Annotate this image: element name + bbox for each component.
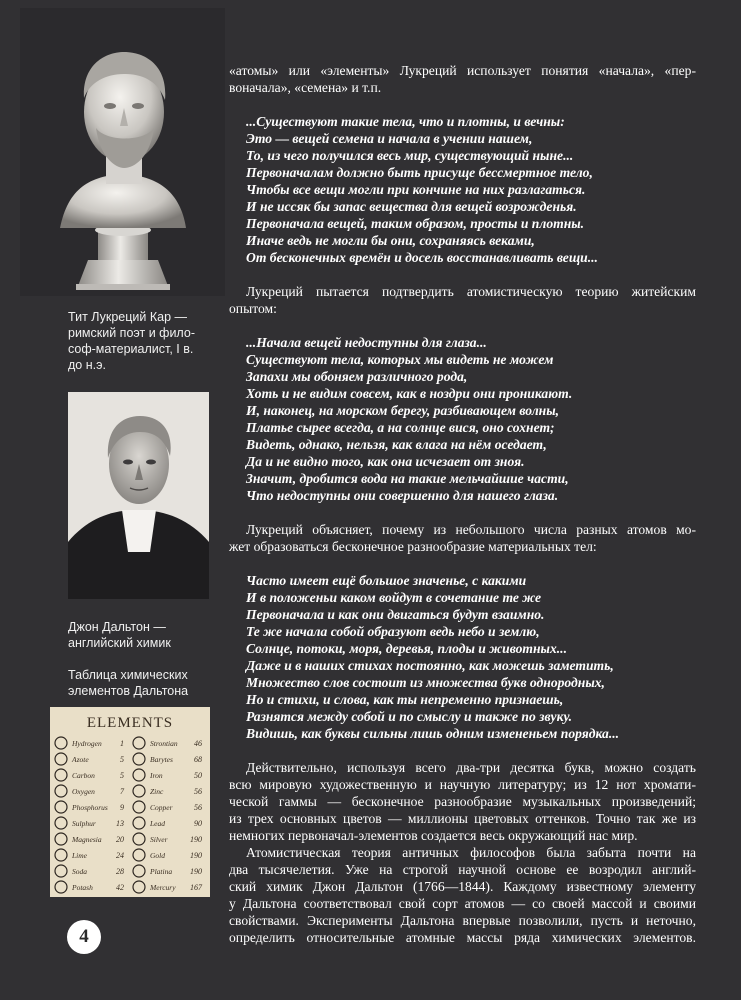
verse-line: Платье сырее всегда, а на солнце вися, оно сохнет;	[246, 420, 555, 435]
verse-line: Запахи мы обоняем различного рода,	[246, 369, 468, 384]
text-line: жет образоваться бесконечное разнообразие материальных тел:	[229, 539, 597, 554]
element-weight: 56	[194, 803, 202, 812]
element-name: Azote	[72, 755, 89, 764]
verse-line: Разнятся между собой и по смыслу и также по звуку.	[246, 709, 573, 724]
caption-line: римский поэт и фило-	[68, 326, 195, 340]
element-weight: 5	[120, 755, 124, 764]
element-name: Lead	[150, 819, 165, 828]
text-line: два тысячелетия. Уже на строгой научной основе ее возродил англий-	[229, 862, 696, 877]
text-line: у Дальтона соответствовал свой сорт атомов — со своей массой и своими	[229, 896, 696, 911]
text-line: немногих первоначал-элементов создается весь окружающий нас мир.	[229, 828, 638, 843]
text-line: ский химик Джон Дальтон (1766—1844). Каждому известному элементу	[229, 879, 696, 894]
caption-line: до н.э.	[68, 358, 106, 372]
page-number: 4	[67, 920, 101, 954]
element-weight: 190	[190, 851, 202, 860]
text-line: опытом:	[229, 301, 277, 316]
caption-dalton	[68, 619, 218, 651]
element-name: Copper	[150, 803, 173, 812]
element-weight: 7	[120, 787, 124, 796]
element-weight: 68	[194, 755, 202, 764]
element-weight: 20	[116, 835, 124, 844]
verse-line: И, наконец, на морском берегу, разбивающем волны,	[246, 403, 560, 418]
element-weight: 90	[194, 819, 202, 828]
verse-block-1	[246, 113, 696, 266]
verse-line: ...Существуют такие тела, что и плотны, и вечны:	[246, 114, 565, 129]
caption-line: Джон Дальтон —	[68, 620, 166, 634]
element-name: Lime	[72, 851, 87, 860]
verse-line: Да и не видно того, как она исчезает от зноя.	[246, 454, 525, 469]
text-line: Атомистическая теория античных философов была забыта почти на	[246, 845, 696, 860]
verse-line: Хоть и не видим совсем, как в ноздри они проникают.	[246, 386, 573, 401]
verse-block-2	[246, 334, 696, 504]
verse-line: Но и стихи, и слова, как ты непременно признаешь,	[246, 692, 564, 707]
caption-line: Таблица химических	[68, 668, 188, 682]
text-line: Лукреций пытается подтвердить атомистическую теорию житейским	[246, 284, 696, 299]
element-name: Magnesia	[72, 835, 102, 844]
verse-line: Значит, дробится вода на такие мельчайшие части,	[246, 471, 569, 486]
element-name: Soda	[72, 867, 87, 876]
element-name: Carbon	[72, 771, 95, 780]
text-line: Действительно, используя всего два-три десятка букв, можно создать	[246, 760, 696, 775]
element-name: Silver	[150, 835, 168, 844]
verse-line: Первоначала и как они двигаться будут взаимно.	[246, 607, 545, 622]
text-line: Лукреций объясняет, почему из небольшого числа разных атомов мо-	[246, 522, 696, 537]
verse-line: Что недоступны они совершенно для нашего глаза.	[246, 488, 559, 503]
element-weight: 42	[116, 883, 124, 892]
verse-line: ...Начала вещей недоступны для глаза...	[246, 335, 487, 350]
element-weight: 24	[116, 851, 124, 860]
element-weight: 190	[190, 867, 202, 876]
text-line: всю мировую художественную и научную литературу; из 12 нот хромати-	[229, 777, 696, 792]
element-name: Sulphur	[72, 819, 96, 828]
verse-line: Даже и в наших стихах постоянно, как можешь заметить,	[246, 658, 614, 673]
element-name: Potash	[72, 883, 93, 892]
element-name: Barytes	[150, 755, 173, 764]
verse-line: То, из чего получился весь мир, существующий ныне...	[246, 148, 574, 163]
verse-line: Часто имеет ещё большое значенье, с какими	[246, 573, 527, 588]
verse-line: Видеть, однако, нельзя, как влага на нём оседает,	[246, 437, 547, 452]
element-weight: 9	[120, 803, 124, 812]
element-weight: 190	[190, 835, 202, 844]
verse-line: Видишь, как буквы сильны лишь одним измененьем порядка...	[246, 726, 620, 741]
caption-lucretius	[68, 309, 218, 373]
element-weight: 13	[116, 819, 124, 828]
caption-table	[68, 667, 218, 699]
dalton-elements-table-image	[50, 707, 210, 897]
sidebar	[0, 0, 225, 1000]
verse-line: Иначе ведь не могли бы они, сохраняясь веками,	[246, 233, 535, 248]
caption-line: Тит Лукреций Кар —	[68, 310, 187, 324]
element-name: Oxygen	[72, 787, 95, 796]
verse-line: Множество слов состоит из множества букв однородных,	[246, 675, 605, 690]
verse-line: Те же начала собой образуют ведь небо и землю,	[246, 624, 540, 639]
verse-line: И не иссяк бы запас вещества для вещей возрожденья.	[246, 199, 577, 214]
element-name: Hydrogen	[72, 739, 102, 748]
verse-line: Первоначалам должно быть присуще бессмертное тело,	[246, 165, 593, 180]
verse-line: Это — вещей семена и начала в учении нашем,	[246, 131, 533, 146]
element-name: Phosphorus	[72, 803, 108, 812]
element-weight: 167	[190, 883, 202, 892]
element-weight: 56	[194, 787, 202, 796]
verse-line: Первоначала вещей, таким образом, просты и плотны.	[246, 216, 585, 231]
dalton-portrait-image	[68, 392, 209, 599]
elements-title: ELEMENTS	[86, 715, 174, 731]
verse-line: И в положеньи каком войдут в сочетание те же	[246, 590, 542, 605]
main-text	[229, 62, 696, 946]
element-name: Zinc	[150, 787, 164, 796]
element-name: Mercury	[150, 883, 176, 892]
element-name: Iron	[150, 771, 163, 780]
element-name: Platina	[150, 867, 173, 876]
text-line: воначала», «семена» и т.п.	[229, 80, 382, 95]
verse-line: Существуют тела, которых мы видеть не можем	[246, 352, 554, 367]
text-line: ческой гаммы — бесконечное разнообразие музыкальных произведений;	[229, 794, 696, 809]
text-line: из трех основных цветов — миллионы цветовых оттенков. Точно так же из	[229, 811, 696, 826]
verse-line: От бесконечных времён и досель восстанавливать вещи...	[246, 250, 598, 265]
verse-line: Солнце, потоки, моря, деревья, плоды и животных...	[246, 641, 567, 656]
text-line: определить относительные атомные массы ряда химических элементов.	[229, 930, 696, 945]
element-name: Gold	[150, 851, 165, 860]
element-weight: 1	[120, 739, 124, 748]
verse-block-3	[246, 572, 696, 742]
element-weight: 50	[194, 771, 202, 780]
lucretius-bust-image	[20, 8, 225, 296]
element-weight: 28	[116, 867, 124, 876]
caption-line: соф-материалист, I в.	[68, 342, 194, 356]
text-line: свойствами. Эксперименты Дальтона впервые позволили, пусть и неточно,	[229, 913, 696, 928]
element-weight: 5	[120, 771, 124, 780]
verse-line: Чтобы все вещи могли при кончине на них разлагаться.	[246, 182, 586, 197]
caption-line: английский химик	[68, 636, 171, 650]
text-line: «атомы» или «элементы» Лукреций использует понятия «начала», «пер-	[229, 63, 696, 78]
element-name: Strontian	[150, 739, 178, 748]
element-weight: 46	[194, 739, 202, 748]
caption-line: элементов Дальтона	[68, 684, 189, 698]
